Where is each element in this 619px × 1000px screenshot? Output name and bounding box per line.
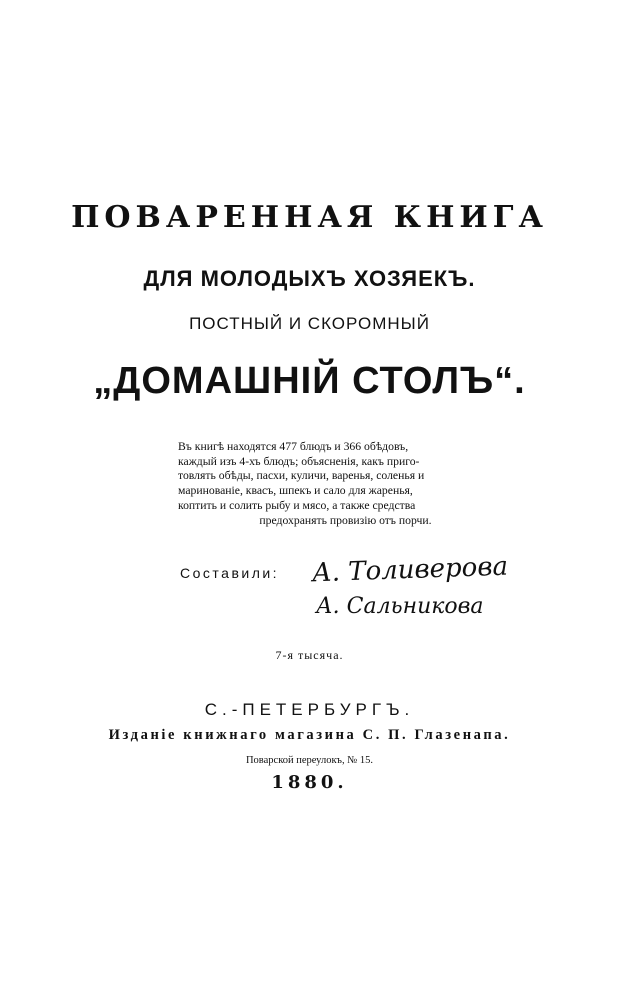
publisher-address: Поварской переулокъ, № 15.	[245, 755, 374, 766]
description-line: каждый изъ 4-хъ блюдъ; объясненія, какъ приго-	[178, 454, 420, 468]
signature-2: А. Сальникова	[316, 594, 484, 619]
description-line: предохранять провизію отъ порчи.	[259, 513, 432, 527]
description-paragraph	[178, 440, 513, 528]
compilers-label: Составили:	[180, 565, 280, 581]
book-subtitle: ДЛЯ МОЛОДЫХЪ ХОЗЯЕКЪ.	[143, 266, 476, 291]
edition-note: 7-я тысяча.	[275, 648, 344, 662]
description-line: товлять обѣды, пасхи, куличи, варенья, соленья и	[178, 469, 425, 483]
book-title: ПОВАРЕННАЯ КНИГА	[71, 200, 548, 235]
publication-year: 1880.	[271, 772, 348, 793]
description-line: коптить и солить рыбу и мясо, а также средства	[178, 498, 416, 512]
publisher-city: С.-ПЕТЕРБУРГЪ.	[204, 700, 415, 719]
publisher-line: Изданіе книжнаго магазина С. П. Глазенапа.	[108, 727, 511, 743]
description-line: Въ книгѣ находятся 477 блюдъ и 366 обѣдовъ,	[178, 440, 409, 453]
book-subtitle-secondary: ПОСТНЫЙ И СКОРОМНЫЙ	[189, 314, 430, 333]
signature-1: А. Толиверова	[311, 551, 509, 589]
description-line: маринованіе, квасъ, шпекъ и сало для жаренья,	[178, 484, 413, 498]
book-main-title: „ДОМАШНІЙ СТОЛЪ“.	[93, 360, 526, 402]
